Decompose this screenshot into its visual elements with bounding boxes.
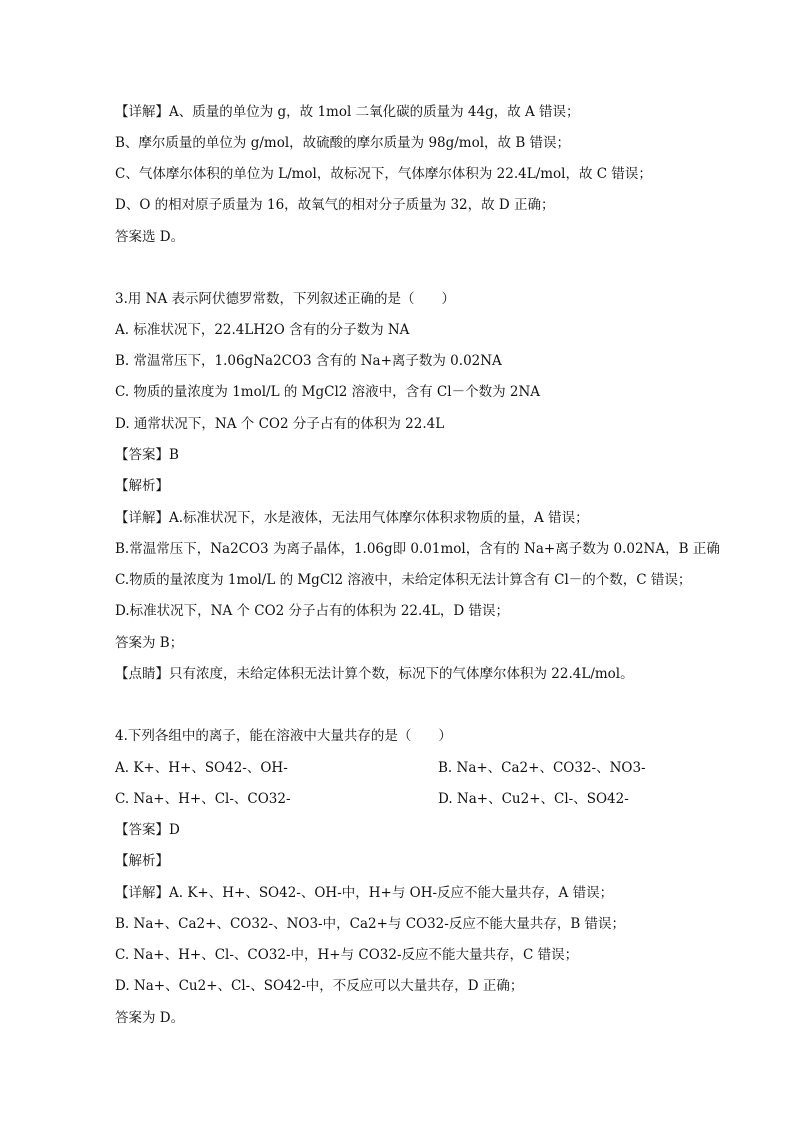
q3-detail-b: B.常温常压下，Na2CO3 为离子晶体，1.06g即 0.01mol，含有的 Na+离子数为 0.02NA，B 正确 [115,541,720,557]
q3-answer: 【答案】B [115,447,179,463]
q4-detail-d: D. Na+、Cu2+、Cl-、SO42-中，不反应可以大量共存，D 正确； [115,978,524,994]
q4-option-d: D. Na+、Cu2+、Cl-、SO42- [438,791,629,807]
q3-detail-a: 【详解】A.标准状况下，水是液体，无法用气体摩尔体积求物质的量，A 错误； [115,510,589,526]
q3-detail-c: C.物质的量浓度为 1mol/L 的 MgCl2 溶液中，未给定体积无法计算含有 Cl－的个数，C 错误； [115,572,692,588]
q4-option-b: B. Na+、Ca2+、CO32-、NO3- [438,760,646,776]
answer-line: 答案选 D。 [115,229,185,245]
q3-option-a: A. 标准状况下，22.4LH2O 含有的分子数为 NA [115,322,410,338]
q4-option-c: C. Na+、H+、Cl-、CO32- [115,791,291,807]
question-4-stem: 4.下列各组中的离子，能在溶液中大量共存的是（ ） [115,728,452,744]
detail-a-line: 【详解】A、质量的单位为 g，故 1mol 二氧化碳的质量为 44g，故 A 错误； [115,104,580,120]
q4-conclusion: 答案为 D。 [115,1010,185,1026]
q3-option-b: B. 常温常压下，1.06gNa2CO3 含有的 Na+离子数为 0.02NA [115,353,502,369]
question-3-stem: 3.用 NA 表示阿伏德罗常数，下列叙述正确的是（ ） [115,291,456,307]
q3-analysis-heading: 【解析】 [115,478,169,494]
q4-analysis-heading: 【解析】 [115,853,169,869]
q3-option-d: D. 通常状况下，NA 个 CO2 分子占有的体积为 22.4L [115,416,445,432]
q4-answer: 【答案】D [115,822,180,838]
detail-c-line: C、气体摩尔体积的单位为 L/mol，故标况下，气体摩尔体积为 22.4L/mol，故 C 错误； [115,166,652,182]
q4-detail-c: C. Na+、H+、Cl-、CO32-中，H+与 CO32-反应不能大量共存，C 错误； [115,947,579,963]
detail-b-line: B、摩尔质量的单位为 g/mol，故硫酸的摩尔质量为 98g/mol，故 B 错误； [115,135,571,151]
q3-conclusion: 答案为 B； [115,635,184,651]
q3-option-c: C. 物质的量浓度为 1mol/L 的 MgCl2 溶液中，含有 Cl－个数为 2NA [115,384,541,400]
q4-option-a: A. K+、H+、SO42-、OH- [115,760,288,776]
q4-detail-b: B. Na+、Ca2+、CO32-、NO3-中，Ca2+与 CO32-反应不能大量共存，B 错误； [115,916,626,932]
detail-d-line: D、O 的相对原子质量为 16，故氧气的相对分子质量为 32，故 D 正确； [115,197,555,213]
q3-tip: 【点睛】只有浓度，未给定体积无法计算个数，标况下的气体摩尔体积为 22.4L/mol。 [115,666,634,682]
q3-detail-d: D.标准状况下，NA 个 CO2 分子占有的体积为 22.4L，D 错误； [115,603,509,619]
q4-detail-a: 【详解】A. K+、H+、SO42-、OH-中，H+与 OH-反应不能大量共存，A 错误； [115,885,614,901]
